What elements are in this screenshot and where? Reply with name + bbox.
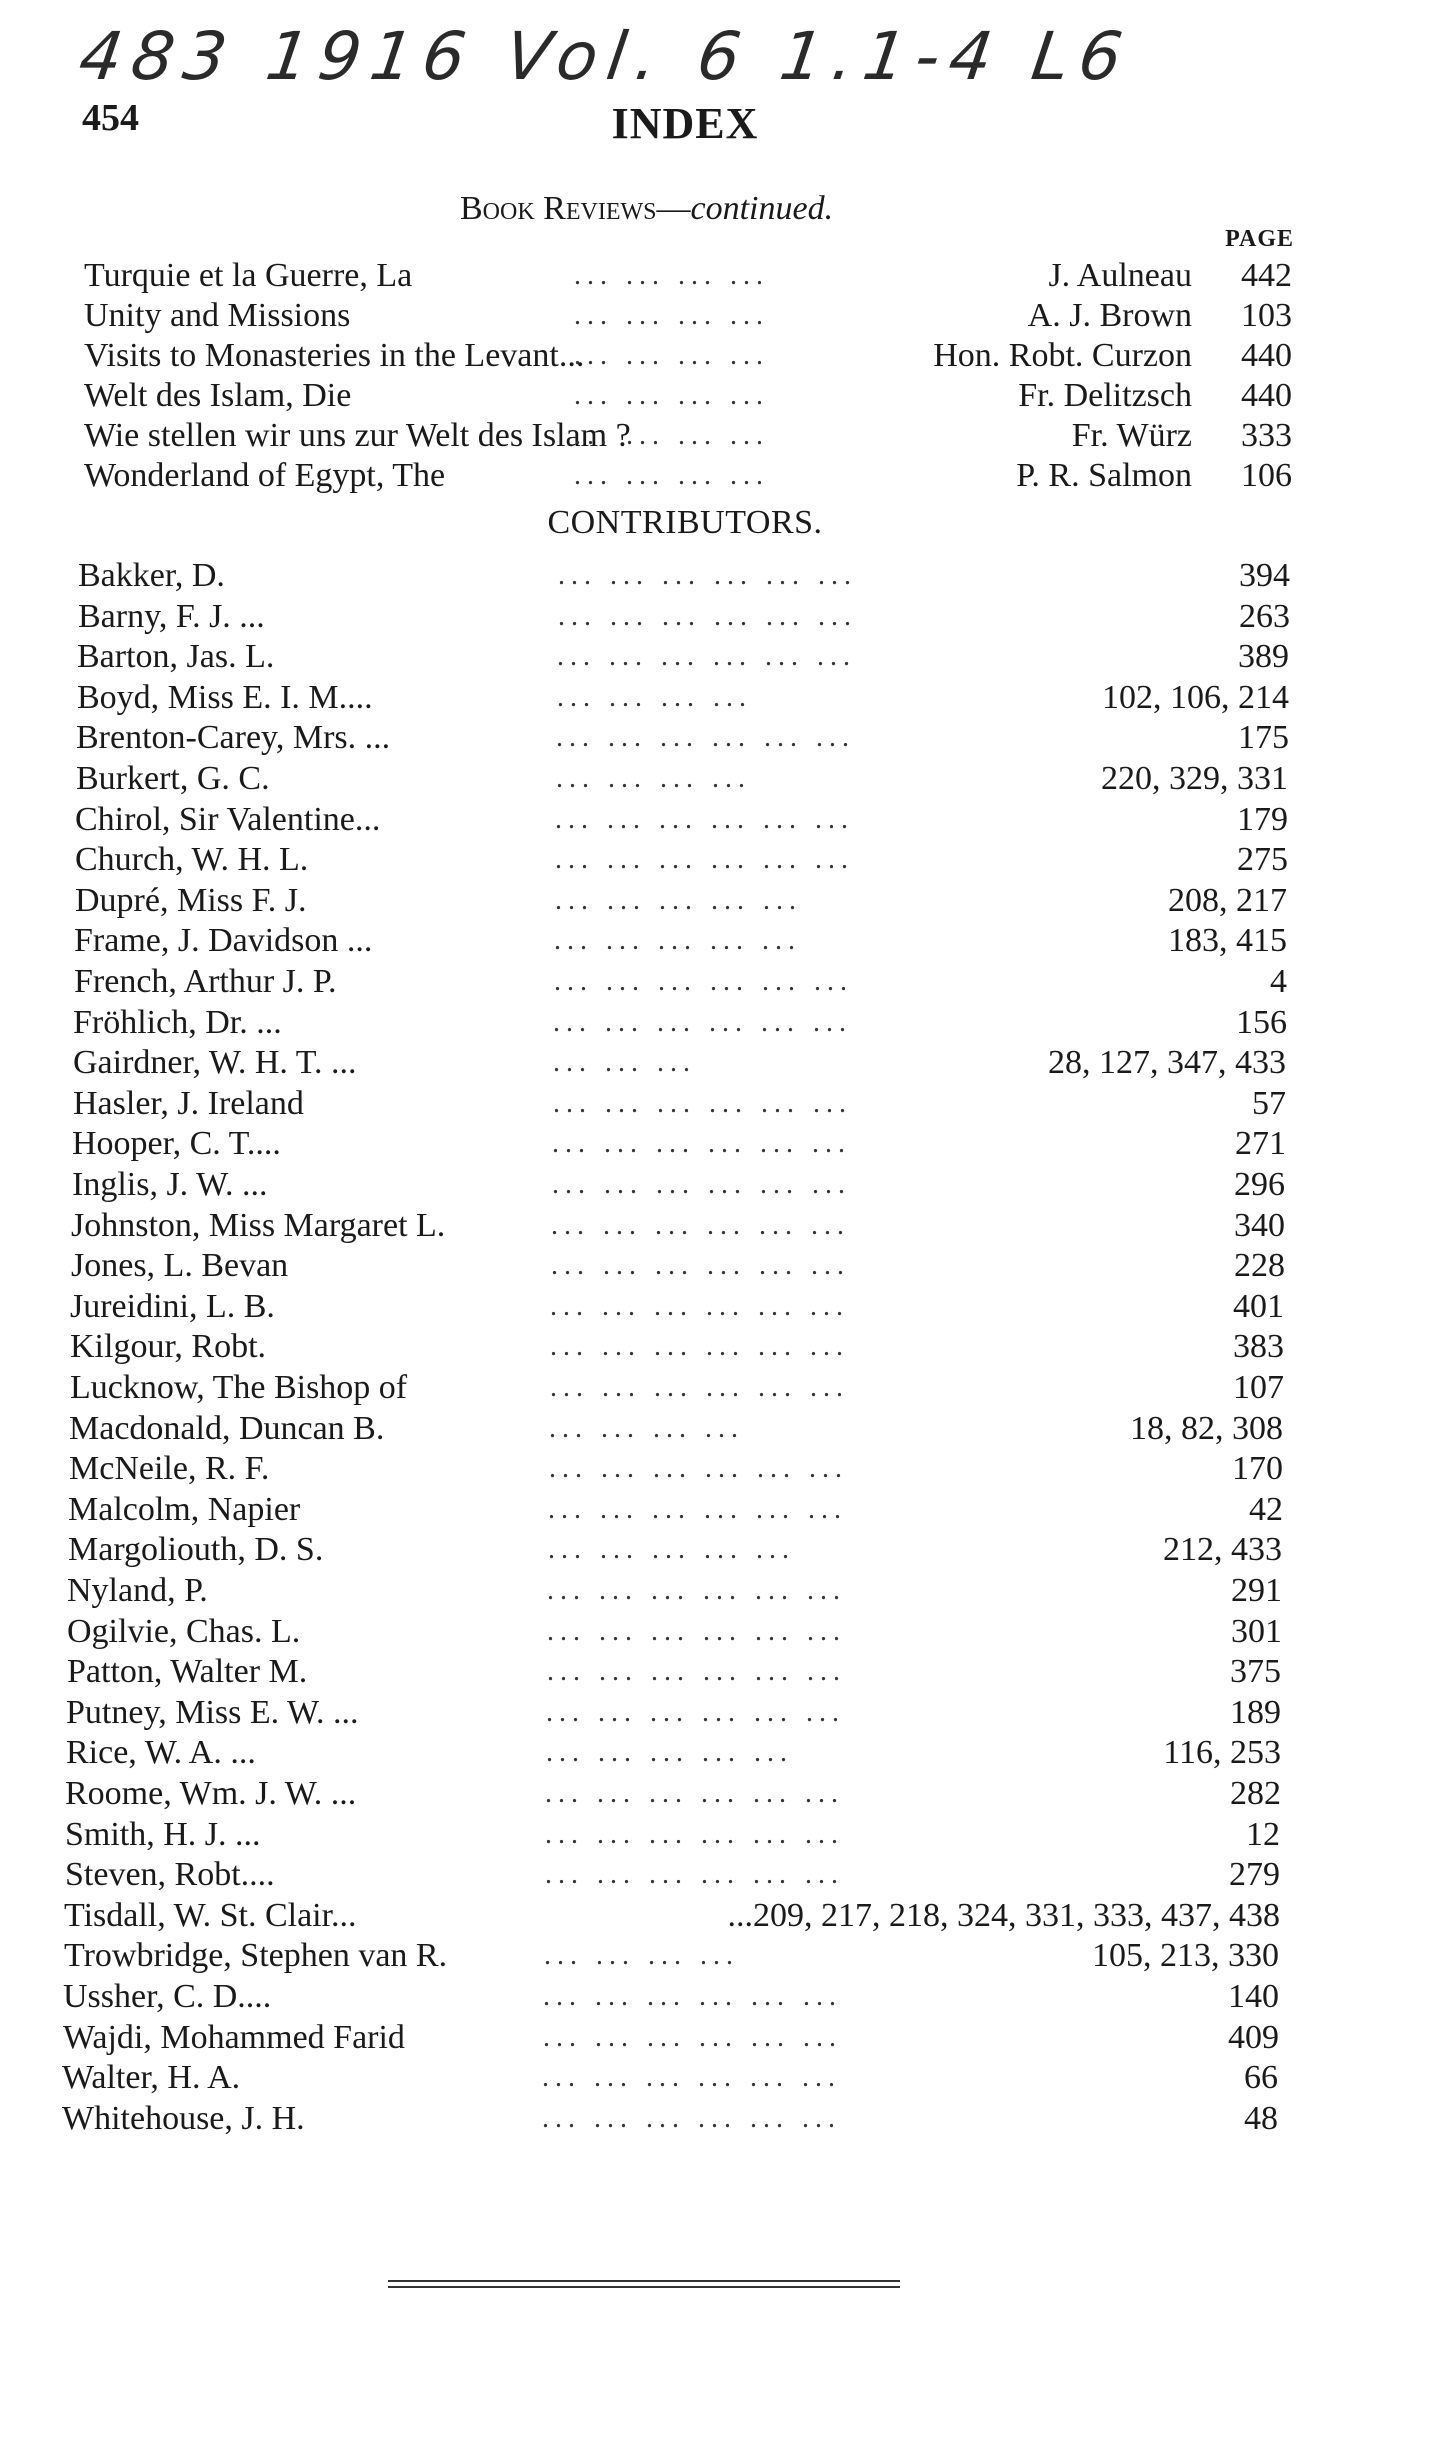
- leader-dots: ... ... ... ... ... ...: [555, 804, 854, 835]
- contributor-pages: 375: [1230, 1653, 1281, 1690]
- contributor-pages: 271: [1235, 1125, 1286, 1162]
- contributor-row: [74, 921, 1287, 961]
- handwritten-note: 483 1916 Vol. 6 1.1-4 L6: [74, 18, 1137, 95]
- contributor-pages: 156: [1236, 1004, 1287, 1041]
- contributor-name: Margoliouth, D. S.: [68, 1531, 324, 1568]
- review-row: [84, 296, 1292, 336]
- contributor-name: Smith, H. J. ...: [65, 1816, 261, 1853]
- contributor-pages: 48: [1244, 2100, 1278, 2137]
- contributor-name: McNeile, R. F.: [69, 1450, 270, 1487]
- leader-dots: ... ... ... ... ... ...: [542, 2103, 841, 2134]
- leader-dots: ... ... ... ...: [574, 460, 769, 491]
- leader-dots: ... ... ... ... ... ...: [549, 1453, 848, 1484]
- contributor-name: Rice, W. A. ...: [66, 1734, 256, 1771]
- contributor-row: [62, 2099, 1278, 2139]
- contributor-row: [66, 1733, 1281, 1773]
- review-page: 440: [1241, 377, 1292, 414]
- contributor-pages: 409: [1228, 2019, 1279, 2056]
- contributor-pages: 220, 329, 331: [1101, 760, 1288, 797]
- closing-rule: [388, 2280, 900, 2288]
- contributor-name: Walter, H. A.: [62, 2059, 241, 2096]
- contributor-name: Steven, Robt....: [65, 1856, 275, 1893]
- contributor-pages: 301: [1231, 1613, 1282, 1650]
- contributor-pages: 212, 433: [1163, 1531, 1282, 1568]
- leader-dots: ... ... ... ... ... ...: [546, 1697, 845, 1728]
- leader-dots: ... ... ... ... ... ...: [550, 1372, 849, 1403]
- contributor-row: [68, 1530, 1282, 1570]
- contributor-row: [69, 1449, 1283, 1489]
- contributor-row: [63, 2018, 1279, 2058]
- contributor-name: Whitehouse, J. H.: [62, 2100, 305, 2137]
- contributor-row: [77, 678, 1289, 718]
- contributor-row: [78, 597, 1290, 637]
- contributor-pages: 383: [1233, 1328, 1284, 1365]
- contributor-row: [71, 1206, 1285, 1246]
- review-author: J. Aulneau: [1048, 257, 1192, 294]
- leader-dots: ... ... ... ... ... ...: [552, 1128, 851, 1159]
- contributor-pages: 28, 127, 347, 433: [1048, 1044, 1286, 1081]
- contributor-row: [64, 1896, 1280, 1936]
- contributor-name: Jureidini, L. B.: [70, 1288, 275, 1325]
- contributor-name: Frame, J. Davidson ...: [74, 922, 373, 959]
- contributor-name: Bakker, D.: [78, 557, 225, 594]
- contributor-name: Church, W. H. L.: [75, 841, 309, 878]
- contributor-row: [67, 1652, 1281, 1692]
- review-page: 440: [1241, 337, 1292, 374]
- leader-dots: ... ... ... ...: [574, 340, 769, 371]
- contributor-row: [75, 881, 1287, 921]
- leader-dots: ... ... ... ... ...: [546, 1737, 793, 1768]
- leader-dots: ... ... ... ... ... ...: [542, 2062, 841, 2093]
- page-column-label: PAGE: [1225, 226, 1294, 252]
- contributor-name: Malcolm, Napier: [68, 1491, 301, 1528]
- contributor-name: Burkert, G. C.: [76, 760, 270, 797]
- contributor-name: Hasler, J. Ireland: [73, 1085, 304, 1122]
- contributor-name: Kilgour, Robt.: [70, 1328, 267, 1365]
- contributor-name: Nyland, P.: [67, 1572, 208, 1609]
- contributor-row: [78, 556, 1290, 596]
- leader-dots: ... ... ... ...: [574, 300, 769, 331]
- leader-dots: ... ... ... ... ... ...: [543, 1981, 842, 2012]
- review-row: [84, 336, 1292, 376]
- contributor-name: Barton, Jas. L.: [77, 638, 275, 675]
- contributor-pages: 279: [1229, 1856, 1280, 1893]
- review-author: A. J. Brown: [1027, 297, 1192, 334]
- contributor-pages: 228: [1234, 1247, 1285, 1284]
- leader-dots: ... ... ... ... ... ...: [557, 641, 856, 672]
- leader-dots: ... ... ... ... ... ...: [547, 1616, 846, 1647]
- contributor-name: Jones, L. Bevan: [71, 1247, 289, 1284]
- page-title: INDEX: [611, 99, 759, 148]
- contributor-row: [70, 1287, 1284, 1327]
- contributor-row: [73, 1003, 1287, 1043]
- contributor-pages: 394: [1239, 557, 1290, 594]
- leader-dots: ... ... ... ... ... ...: [548, 1494, 847, 1525]
- contributor-name: Gairdner, W. H. T. ...: [73, 1044, 357, 1081]
- contributor-name: Johnston, Miss Margaret L.: [71, 1207, 446, 1244]
- contributor-name: Chirol, Sir Valentine...: [75, 801, 381, 838]
- contributor-pages: 291: [1231, 1572, 1282, 1609]
- contributor-row: [70, 1368, 1284, 1408]
- review-title: Unity and Missions: [84, 297, 351, 334]
- leader-dots: ... ... ... ...: [574, 260, 769, 291]
- leader-dots: ... ... ... ...: [574, 420, 769, 451]
- contributor-row: [76, 759, 1288, 799]
- contributor-name: Putney, Miss E. W. ...: [66, 1694, 359, 1731]
- contributor-name: Tisdall, W. St. Clair...: [64, 1897, 357, 1934]
- contributor-pages: 208, 217: [1168, 882, 1287, 919]
- contributor-row: [62, 2058, 1278, 2098]
- contributor-name: Macdonald, Duncan B.: [69, 1410, 385, 1447]
- review-author: P. R. Salmon: [1016, 457, 1192, 494]
- leader-dots: ... ... ... ... ... ...: [550, 1331, 849, 1362]
- leader-dots: ... ... ... ... ... ...: [547, 1575, 846, 1606]
- contributor-name: Lucknow, The Bishop of: [70, 1369, 408, 1406]
- leader-dots: ... ... ... ...: [574, 380, 769, 411]
- review-row: [84, 376, 1292, 416]
- contributor-pages: 105, 213, 330: [1092, 1937, 1279, 1974]
- contributor-row: [74, 962, 1287, 1002]
- contributor-pages: 263: [1239, 598, 1290, 635]
- contributor-name: Hooper, C. T....: [72, 1125, 281, 1162]
- review-title: Welt des Islam, Die: [84, 377, 352, 414]
- review-page: 442: [1241, 257, 1292, 294]
- leader-dots: ... ... ... ... ... ...: [543, 2022, 842, 2053]
- contributor-row: [73, 1043, 1286, 1083]
- contributor-row: [77, 637, 1289, 677]
- contributor-pages: 170: [1232, 1450, 1283, 1487]
- leader-dots: ... ... ... ... ... ...: [550, 1291, 849, 1322]
- contributor-pages: 175: [1238, 719, 1289, 756]
- review-title: Visits to Monasteries in the Levant...: [84, 337, 585, 374]
- contributor-pages: 116, 253: [1163, 1734, 1281, 1771]
- leader-dots: ... ... ... ... ... ...: [554, 966, 853, 997]
- contributor-row: [72, 1165, 1285, 1205]
- review-author: Fr. Würz: [1071, 417, 1192, 454]
- leader-dots: ... ... ... ... ... ...: [545, 1859, 844, 1890]
- contributor-pages: 140: [1228, 1978, 1279, 2015]
- leader-dots: ... ... ... ...: [544, 1940, 739, 1971]
- contributor-pages: 275: [1237, 841, 1288, 878]
- contributor-pages: 4: [1270, 963, 1287, 1000]
- contributor-name: Barny, F. J. ...: [78, 598, 265, 635]
- leader-dots: ... ... ... ... ...: [555, 885, 802, 916]
- contributor-pages: 189: [1230, 1694, 1281, 1731]
- contributor-pages: 282: [1230, 1775, 1281, 1812]
- contributor-row: [65, 1815, 1280, 1855]
- leader-dots: ... ... ... ... ... ...: [553, 1088, 852, 1119]
- contributor-name: Brenton-Carey, Mrs. ...: [76, 719, 391, 756]
- leader-dots: ... ... ... ... ... ...: [551, 1250, 850, 1281]
- contributor-row: [75, 840, 1288, 880]
- review-title: Wie stellen wir uns zur Welt des Islam ?: [84, 417, 631, 454]
- review-page: 103: [1241, 297, 1292, 334]
- contributor-row: [67, 1612, 1282, 1652]
- review-page: 333: [1241, 417, 1292, 454]
- contributor-row: [75, 800, 1288, 840]
- leader-dots: ... ... ... ... ...: [554, 925, 801, 956]
- contributor-pages: 340: [1234, 1207, 1285, 1244]
- contributor-row: [67, 1571, 1282, 1611]
- contributor-pages: 12: [1246, 1816, 1280, 1853]
- contributor-pages: 107: [1233, 1369, 1284, 1406]
- contributor-name: Roome, Wm. J. W. ...: [65, 1775, 357, 1812]
- contributor-name: Ogilvie, Chas. L.: [67, 1613, 301, 1650]
- leader-dots: ... ... ... ...: [549, 1413, 744, 1444]
- contributor-pages: 57: [1252, 1085, 1286, 1122]
- contributor-name: French, Arthur J. P.: [74, 963, 337, 1000]
- leader-dots: ... ... ... ... ... ...: [545, 1778, 844, 1809]
- contributors-heading: CONTRIBUTORS.: [547, 504, 823, 541]
- contributor-name: Inglis, J. W. ...: [72, 1166, 268, 1203]
- review-author: Fr. Delitzsch: [1018, 377, 1192, 414]
- contributor-pages: 42: [1249, 1491, 1283, 1528]
- book-reviews-heading-label: Book Reviews—: [460, 190, 691, 227]
- leader-dots: ... ... ... ... ...: [548, 1534, 795, 1565]
- page-number: 454: [82, 97, 139, 139]
- contributor-name: Fröhlich, Dr. ...: [73, 1004, 282, 1041]
- contributor-row: [71, 1246, 1285, 1286]
- contributor-name: Boyd, Miss E. I. M....: [77, 679, 373, 716]
- contributor-name: Trowbridge, Stephen van R.: [64, 1937, 448, 1974]
- review-row: [84, 256, 1292, 296]
- leader-dots: ... ... ... ... ... ...: [558, 560, 857, 591]
- contributor-row: [76, 718, 1289, 758]
- leader-dots: ... ... ... ... ... ...: [558, 601, 857, 632]
- contributor-name: Patton, Walter M.: [67, 1653, 308, 1690]
- contributor-pages: 102, 106, 214: [1102, 679, 1289, 716]
- contributor-row: [64, 1936, 1279, 1976]
- contributor-pages: 183, 415: [1168, 922, 1287, 959]
- leader-dots: ... ... ... ... ... ...: [547, 1656, 846, 1687]
- review-author: Hon. Robt. Curzon: [933, 337, 1192, 374]
- review-title: Turquie et la Guerre, La: [84, 257, 413, 294]
- contributor-pages: 296: [1234, 1166, 1285, 1203]
- review-title: Wonderland of Egypt, The: [84, 457, 446, 494]
- leader-dots: ... ... ...: [553, 1047, 696, 1078]
- contributor-pages: 18, 82, 308: [1130, 1410, 1283, 1447]
- leader-dots: ... ... ... ... ... ...: [552, 1169, 851, 1200]
- contributor-name: Ussher, C. D....: [63, 1978, 272, 2015]
- review-page: 106: [1241, 457, 1292, 494]
- contributor-name: Dupré, Miss F. J.: [75, 882, 307, 919]
- leader-dots: ... ... ... ...: [557, 682, 752, 713]
- contributor-pages: 401: [1233, 1288, 1284, 1325]
- contributor-pages: 389: [1238, 638, 1289, 675]
- contributor-row: [68, 1490, 1283, 1530]
- leader-dots: ... ... ... ... ... ...: [553, 1007, 852, 1038]
- leader-dots: ... ... ... ... ... ...: [555, 844, 854, 875]
- contributor-pages: 179: [1237, 801, 1288, 838]
- contributor-row: [73, 1084, 1286, 1124]
- contributor-row: [69, 1409, 1283, 1449]
- contributor-pages: 66: [1244, 2059, 1278, 2096]
- contributor-pages: ...209, 217, 218, 324, 331, 333, 437, 438: [727, 1897, 1280, 1934]
- review-row: [84, 456, 1292, 496]
- leader-dots: ... ... ... ... ... ...: [556, 722, 855, 753]
- contributor-row: [65, 1855, 1280, 1895]
- book-reviews-heading-suffix: continued.: [690, 190, 834, 227]
- contributor-row: [65, 1774, 1281, 1814]
- contributor-row: [63, 1977, 1279, 2017]
- contributor-name: Wajdi, Mohammed Farid: [63, 2019, 405, 2056]
- contributor-row: [66, 1693, 1281, 1733]
- book-reviews-heading: [460, 190, 833, 228]
- review-row: [84, 416, 1292, 456]
- contributor-row: [70, 1327, 1284, 1367]
- leader-dots: ... ... ... ... ... ...: [545, 1819, 844, 1850]
- leader-dots: ... ... ... ... ... ...: [551, 1210, 850, 1241]
- leader-dots: ... ... ... ...: [556, 763, 751, 794]
- contributor-row: [72, 1124, 1286, 1164]
